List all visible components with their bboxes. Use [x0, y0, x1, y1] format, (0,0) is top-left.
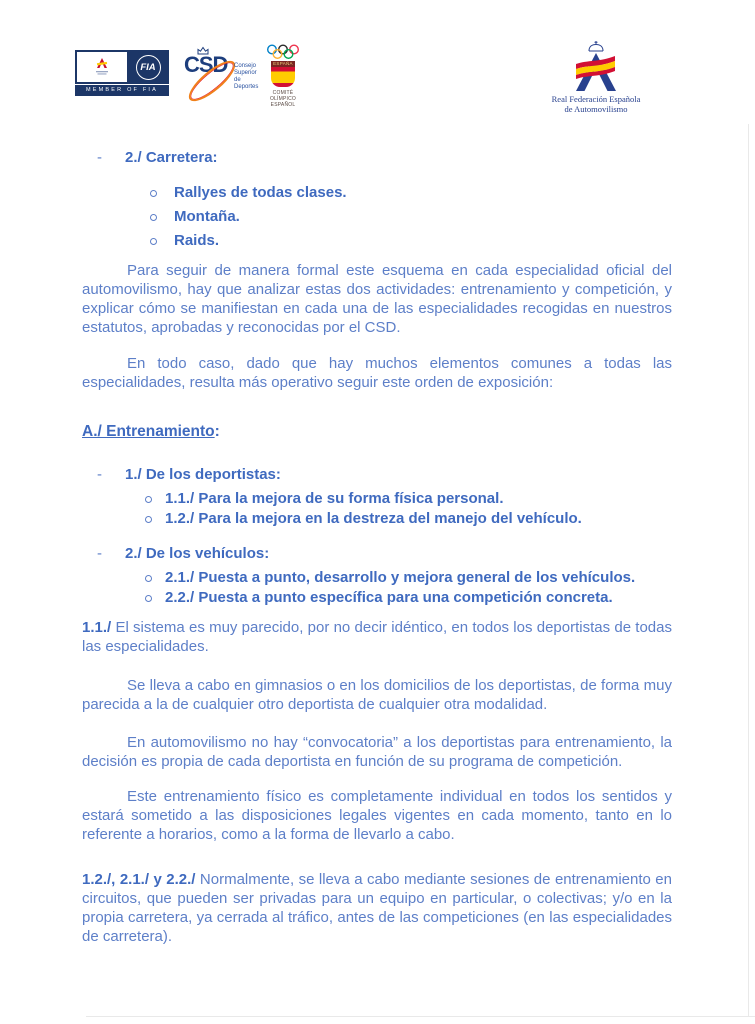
circle-bullet-icon — [145, 595, 152, 602]
fia-circle-icon: FIA — [136, 55, 161, 80]
shield-flag-stripes — [271, 67, 295, 87]
fia-member-logo — [75, 50, 169, 96]
paragraph-lead: 1.2./, 2.1./ y 2.2./ — [82, 871, 196, 888]
paragraph-lead: 1.1./ — [82, 619, 112, 636]
circle-bullet-icon — [150, 214, 157, 221]
list-item — [82, 489, 672, 509]
scan-edge-bottom — [86, 1016, 755, 1017]
circle-bullet-icon — [145, 516, 152, 523]
paragraph-text: El sistema es muy parecido, por no decir idéntico, en todos los deportistas de todas las especialidades. — [82, 619, 672, 655]
list-item — [82, 229, 672, 253]
carretera-list — [82, 181, 672, 253]
heading-colon: : — [214, 423, 220, 440]
list-item — [82, 568, 672, 588]
mini-flag-a-icon — [94, 57, 110, 77]
paragraph-normalmente — [82, 870, 672, 946]
heading-label: A./ Entrenamiento — [82, 423, 215, 440]
list-item-text: 1.2./ Para la mejora en la destreza del manejo del vehículo. — [165, 509, 582, 527]
spain-shield-icon — [271, 61, 295, 87]
paragraph-fisico: Este entrenamiento físico es completamente individual en todos los sentidos y estará sometido a las disposiciones legales vigentes en cada momento, tanto en lo referente a horarios, como a la forma de llevarlo a cabo. — [82, 788, 672, 843]
olympic-rings-icon — [265, 44, 301, 60]
list-item — [82, 509, 672, 529]
dash-bullet-icon: - — [97, 149, 102, 166]
bullet-vehiculos — [82, 544, 672, 564]
rfeda-crown-icon — [586, 40, 606, 52]
bullet-carretera — [82, 148, 672, 168]
coe-caption-line: COMITÉ OLÍMPICO — [269, 90, 297, 102]
deportistas-label: 1./ De los deportistas: — [125, 466, 281, 483]
csd-caption-line: Superior de — [234, 70, 257, 83]
scan-edge-right — [748, 124, 749, 1016]
paragraph-text: Normalmente, se lleva a cabo mediante sesiones de entrenamiento en circuitos, que pueden ser privadas para un equipo en particular, o colectivas; y/o en la propia carretera, ya cerrada al tráfico, antes de las competiciones (en las especialidades de carretera). — [82, 871, 672, 945]
circle-bullet-icon — [150, 190, 157, 197]
deportistas-list — [82, 489, 672, 528]
rfeda-caption-line: Real Federación Española — [551, 94, 641, 104]
list-item — [82, 205, 672, 229]
member-of-fia-band: MEMBER OF FIA — [75, 85, 169, 96]
csd-caption-line: Deportes — [234, 84, 259, 90]
vehiculos-list — [82, 568, 672, 607]
rfeda-a-icon — [574, 52, 618, 92]
paragraph-gimnasios: Se lleva a cabo en gimnasios o en los domicilios de los deportistas, de forma muy parecida a la de cualquier otro deportista de cualquier otra modalidad. — [82, 677, 672, 713]
vehiculos-label: 2./ De los vehículos: — [125, 545, 270, 562]
list-item — [82, 588, 672, 608]
csd-caption-line: Consejo — [234, 63, 257, 69]
circle-bullet-icon — [145, 575, 152, 582]
paragraph-convocatoria: En automovilismo no hay “convocatoria” a los deportistas para entrenamiento, la decisión es propia de cada deportista en función de su programa de competición. — [82, 734, 672, 770]
paragraph-sistema — [82, 618, 672, 656]
fia-logo-top — [75, 50, 169, 84]
dash-bullet-icon: - — [97, 545, 102, 562]
shield-banner: ESPAÑA — [271, 61, 295, 67]
list-item-text: 2.2./ Puesta a punto específica para una competición concreta. — [165, 588, 613, 606]
list-item-text: Montaña. — [174, 208, 240, 225]
section-heading-entrenamiento — [82, 422, 672, 442]
coe-caption-line: ESPAÑOL — [270, 102, 296, 108]
document-content — [82, 125, 672, 946]
list-item-text: 1.1./ Para la mejora de su forma física personal. — [165, 490, 504, 507]
list-item-text: Rallyes de todas clases. — [174, 184, 347, 201]
dash-bullet-icon: - — [97, 466, 102, 483]
paragraph-formal: Para seguir de manera formal este esquema en cada especialidad oficial del automovilismo, hay que analizar estas dos actividades: entrenamiento y competición, y explicar cómo se manifiestan en cada una de las especialidades recogidas en nuestros estatutos, aprobadas y reconocidas por el CSD. — [82, 262, 672, 336]
rfeda-caption — [548, 95, 644, 114]
csd-logo — [184, 46, 262, 110]
rfeda-mini-emblem-icon — [75, 50, 127, 84]
list-item-text: 2.1./ Puesta a punto, desarrollo y mejora general de los vehículos. — [165, 569, 636, 586]
csd-acronym: CSD — [184, 52, 228, 77]
circle-bullet-icon — [145, 496, 152, 503]
carretera-label: 2./ Carretera: — [125, 149, 218, 166]
csd-caption — [234, 63, 262, 91]
circle-bullet-icon — [150, 238, 157, 245]
list-item-text: Raids. — [174, 232, 220, 249]
fia-panel — [127, 50, 169, 84]
coe-logo — [261, 44, 305, 108]
paragraph-orden: En todo caso, dado que hay muchos elementos comunes a todas las especialidades, resulta más operativo seguir este orden de exposición: — [82, 355, 672, 391]
rfeda-caption-line: de Automovilismo — [564, 103, 628, 114]
bullet-deportistas — [82, 465, 672, 485]
rfeda-logo — [548, 40, 644, 114]
list-item — [82, 181, 672, 205]
coe-caption — [261, 90, 305, 108]
